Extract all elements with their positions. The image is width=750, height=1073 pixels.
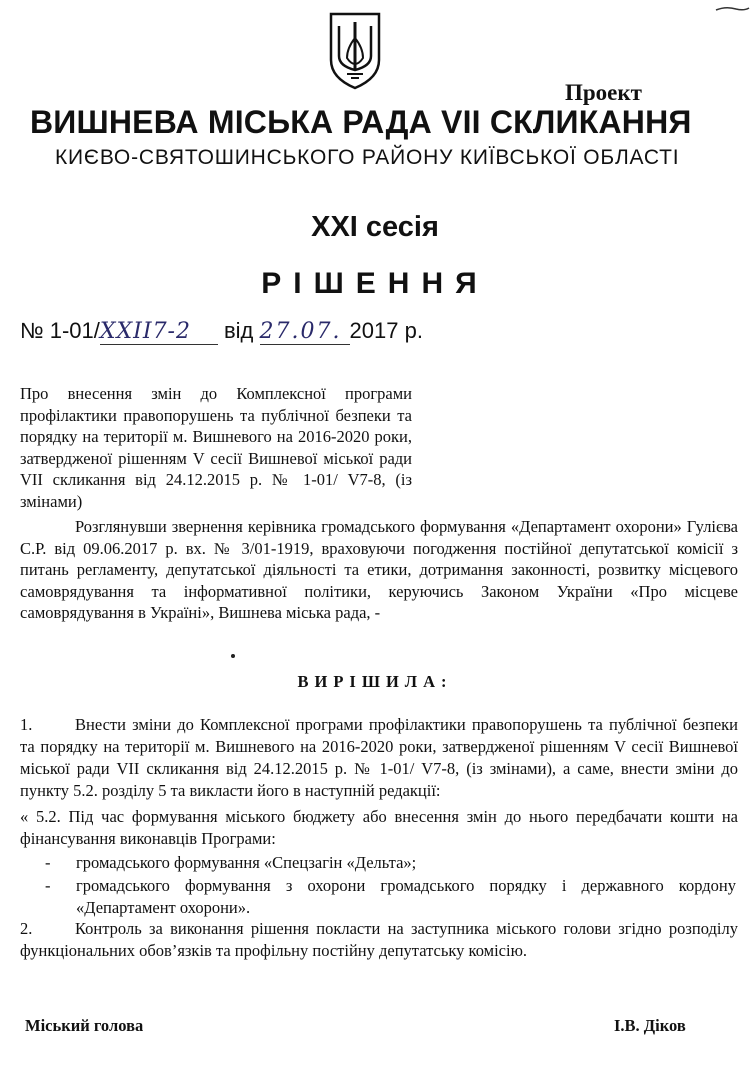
signature-name: І.В. Діков xyxy=(614,1016,686,1035)
list-marker: - xyxy=(45,876,51,895)
document-type-title: РІШЕННЯ xyxy=(261,267,489,300)
decision-item xyxy=(20,918,738,962)
year: 2017 р. xyxy=(349,318,423,343)
quoted-clause: « 5.2. Під час формування міського бюджету або внесення змін до нього передбачати кошти на фінансування виконавців Програми: xyxy=(20,807,738,848)
session-title: XXI сесія xyxy=(311,211,439,243)
number-prefix: № 1-01/ xyxy=(20,318,100,343)
scan-corner-mark xyxy=(714,0,750,8)
handwritten-number: XXII7-2 xyxy=(100,319,218,345)
trident-icon xyxy=(325,8,385,90)
handwritten-date: 27.07. xyxy=(260,319,350,345)
list-item xyxy=(20,875,738,919)
council-subtitle: КИЄВО-СВЯТОШИНСЬКОГО РАЙОНУ КИЇВСЬКОЇ ОБЛАСТІ xyxy=(55,146,680,169)
list-item xyxy=(20,852,738,874)
council-title: ВИШНЕВА МІСЬКА РАДА VII СКЛИКАННЯ xyxy=(30,104,692,140)
scan-speck xyxy=(231,654,235,658)
list-marker: - xyxy=(45,853,51,872)
item-text: Внести зміни до Комплексної програми профілактики правопорушень та публічної безпеки та порядку на території м. Вишневого на 2016-2020 роки, затвердженої рішенням V сесії Вишневої міської ради VII скликання від 24.12.2015 р. № 1-01/ V7-8, (із змінами), а саме, внести зміни до пункту 5.2. розділу 5 та викласти його в наступній редакції: xyxy=(20,715,738,800)
signature-title: Міський голова xyxy=(25,1016,144,1035)
list-item-text: громадського формування «Спецзагін «Дельта»; xyxy=(76,853,417,872)
item-number: 2. xyxy=(20,919,33,938)
resolved-heading: ВИРІШИЛА: xyxy=(297,672,453,691)
list-item-text: громадського формування з охорони громадського порядку і державного кордону «Департамент охорони». xyxy=(76,876,736,917)
project-label: Проект xyxy=(565,80,642,105)
registration-line xyxy=(20,318,423,345)
decision-subject: Про внесення змін до Комплексної програми профілактики правопорушень та публічної безпеки та порядку на території м. Вишневого на 2016-2020 роки, затвердженої рішенням V сесії Вишневої міської ради VII скликання від 24.12.2015 р. № 1-01/ V7-8, (із змінами) xyxy=(20,384,412,511)
item-number: 1. xyxy=(20,715,33,734)
date-prefix: від xyxy=(223,318,254,343)
coat-of-arms xyxy=(325,8,385,90)
item-text: Контроль за виконання рішення покласти на заступника міського голови згідно розподілу функціональних обов’язків та профільну постійну депутатську комісію. xyxy=(20,919,738,960)
preamble-paragraph: Розглянувши звернення керівника громадського формування «Департамент охорони» Гулієва С.Р. від 09.06.2017 р. вх. № 3/01-1919, враховуючи погодження постійної депутатської комісії з питань регламенту, депутатської діяльності та етики, дотримання законності, розвитку місцевого самоврядування та інформативної політики, керуючись Законом України «Про місцеве самоврядування в Україні», Вишнева міська рада, - xyxy=(20,517,738,623)
decision-item xyxy=(20,714,738,802)
